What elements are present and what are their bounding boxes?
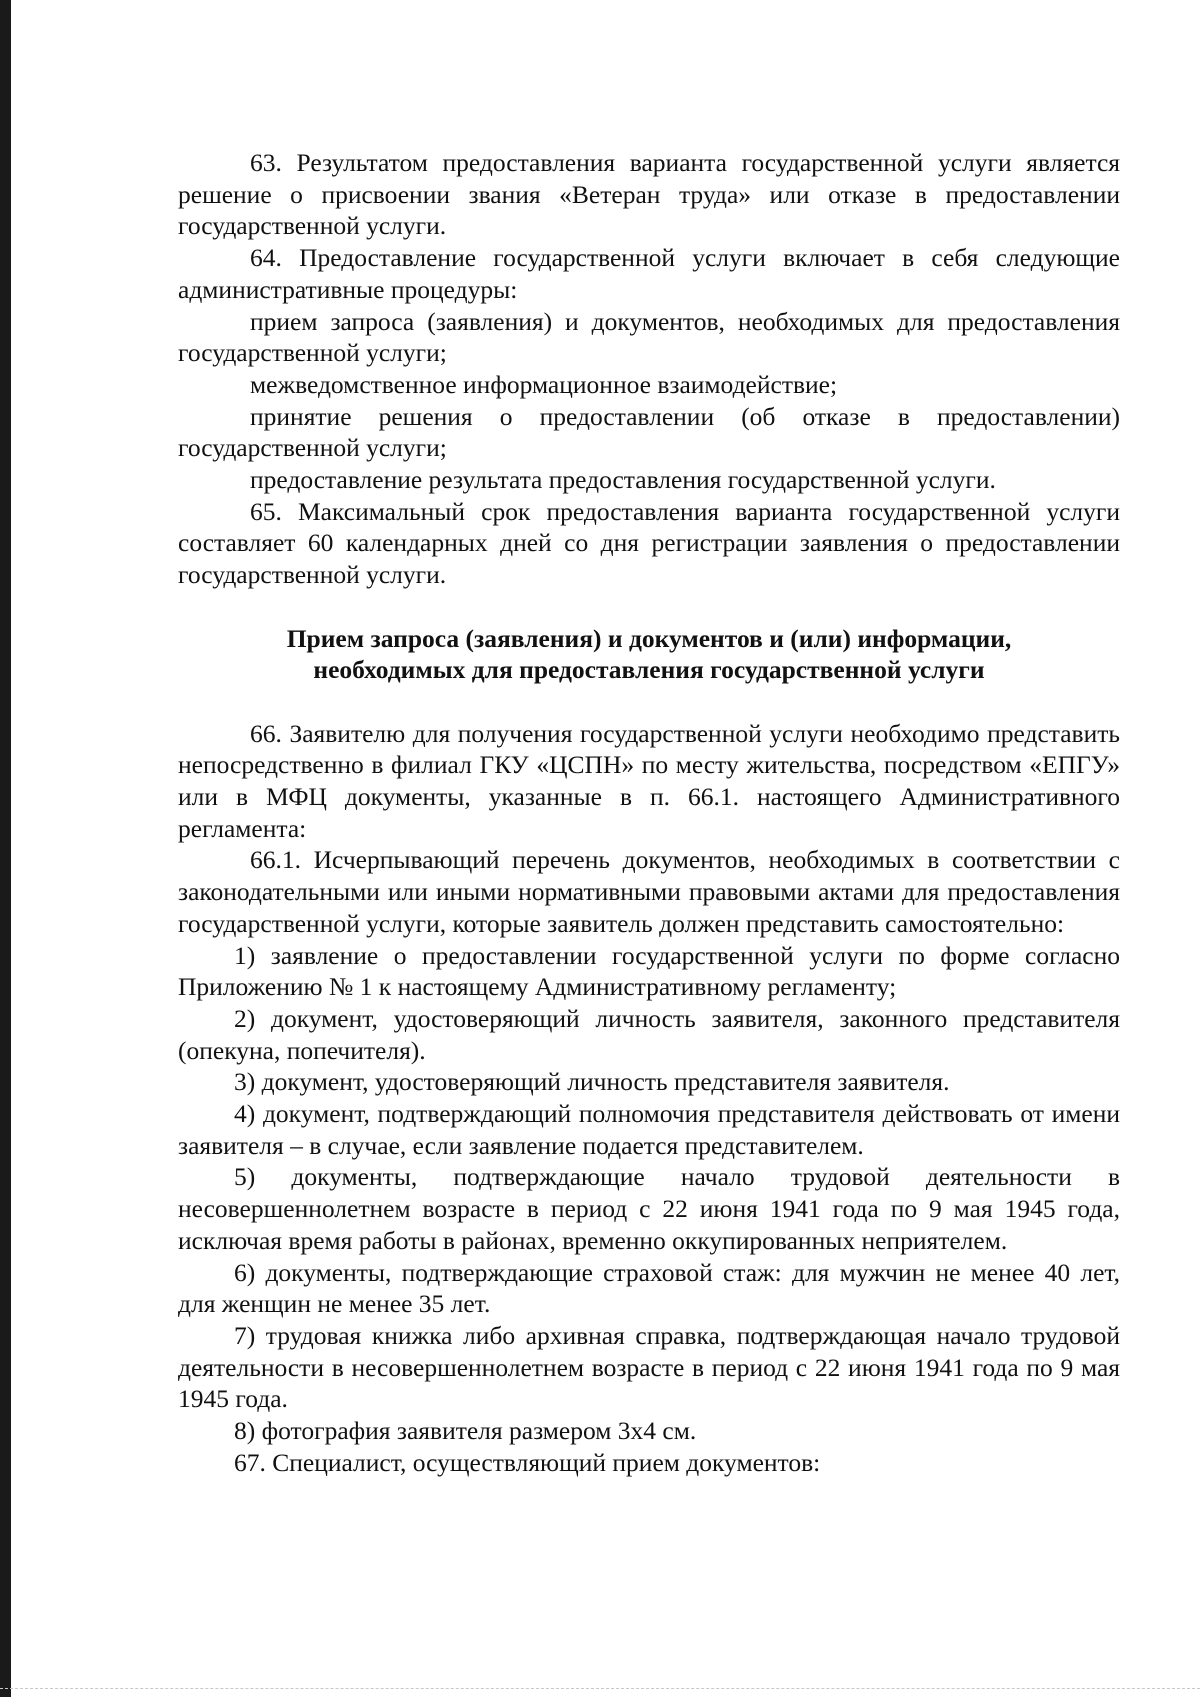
scan-bottom-line: [0, 1688, 1200, 1690]
paragraph-66-1: 66.1. Исчерпывающий перечень документов, необходимых в соответствии с законодательными или иными нормативными правовыми актами для предоставления государственной услуги, которые заявитель должен представить самостоятельно:: [178, 845, 1120, 938]
document-list-item: 8) фотография заявителя размером 3х4 см.: [234, 1416, 697, 1446]
intro-block: [178, 147, 1120, 591]
document-list-item: 5) документы, подтверждающие начало трудовой деятельности в несовершеннолетнем возрасте в период с 22 июня 1941 года по 9 мая 1945 года, исключая время работы в районах, временно оккупированных неприятелем.: [178, 1162, 1120, 1255]
document-page: [178, 147, 1120, 1479]
document-list-item: 6) документы, подтверждающие страховой стаж: для мужчин не менее 40 лет, для женщин не менее 35 лет.: [178, 1257, 1120, 1319]
procedure-item-1: прием запроса (заявления) и документов, необходимых для предоставления государственной услуги;: [178, 306, 1120, 368]
document-list-item: 7) трудовая книжка либо архивная справка, подтверждающая начало трудовой деятельности в несовершеннолетнем возрасте в период с 22 июня 1941 года по 9 мая 1945 года.: [178, 1320, 1120, 1414]
procedure-item-2: межведомственное информационное взаимодействие;: [250, 369, 838, 399]
document-list-item: 4) документ, подтверждающий полномочия представителя действовать от имени заявителя – в случае, если заявление подается представителем.: [178, 1099, 1120, 1160]
section-body: [178, 718, 1120, 1479]
paragraph-67: 67. Специалист, осуществляющий прием документов:: [234, 1447, 821, 1477]
paragraph-64: 64. Предоставление государственной услуги включает в себя следующие административные процедуры:: [178, 243, 1120, 304]
document-list-item: 1) заявление о предоставлении государственной услуги по форме согласно Приложению № 1 к настоящему Административному регламенту;: [178, 940, 1120, 1002]
paragraph-66: 66. Заявителю для получения государственной услуги необходимо представить непосредственно в филиал ГКУ «ЦСПН» по месту жительства, посредством «ЕПГУ» или в МФЦ документы, указанные в п. 66.1. настоящего Административного регламента:: [178, 718, 1120, 843]
section-heading-line-1: Прием запроса (заявления) и документов и (или) информации,: [286, 623, 1012, 653]
document-list-item: 3) документ, удостоверяющий личность представителя заявителя.: [234, 1067, 950, 1097]
document-list-item: 2) документ, удостоверяющий личность заявителя, законного представителя (опекуна, попечителя).: [178, 1003, 1120, 1065]
paragraph-65: 65. Максимальный срок предоставления варианта государственной услуги составляет 60 календарных дней со дня регистрации заявления о предоставлении государственной услуги.: [178, 496, 1120, 590]
procedure-item-3: принятие решения о предоставлении (об отказе в предоставлении) государственной услуги;: [178, 401, 1120, 463]
procedure-item-4: предоставление результата предоставления государственной услуги.: [250, 465, 996, 495]
paragraph-63: 63. Результатом предоставления варианта государственной услуги является решение о присвоении звания «Ветеран труда» или отказе в предоставлении государственной услуги.: [178, 148, 1120, 241]
section-heading: [178, 623, 1120, 686]
section-heading-line-2: необходимых для предоставления государственной услуги: [313, 655, 985, 685]
scan-dark-edge: [0, 0, 11, 1697]
